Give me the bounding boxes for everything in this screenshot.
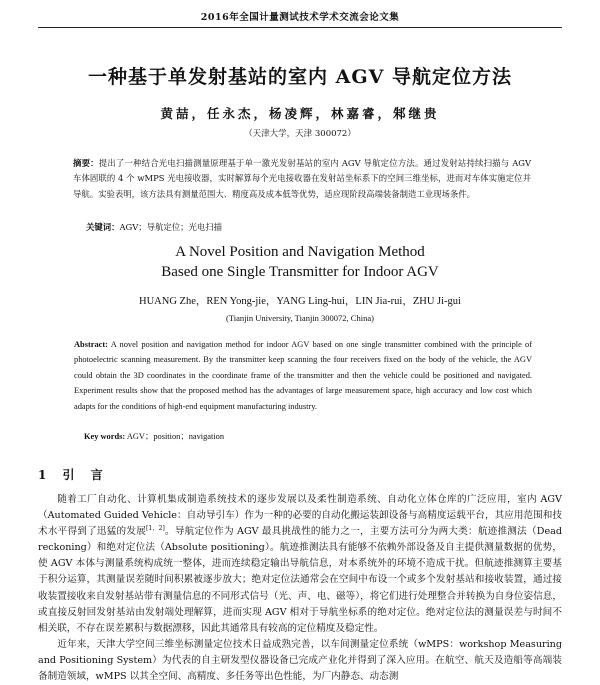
- chinese-authors: 黄喆，任永杰，杨凌辉，林嘉睿，邾继贵: [160, 106, 440, 121]
- chinese-keywords-label: 关键词：: [86, 222, 120, 232]
- english-authors: HUANG Zhe，REN Yong-jie，YANG Ling-hui，LIN Jia-rui，ZHU Ji-gui: [139, 296, 461, 307]
- introduction-body: [38, 492, 562, 685]
- chinese-keywords-text: AGV；导航定位；光电扫描: [119, 222, 223, 232]
- english-keywords-text: AGV；position；navigation: [126, 432, 225, 441]
- body-paragraph: 近年来，天津大学空间三维坐标测量定位技术日益成熟完善，以车间测量定位系统（wMPS：workshop Measuring and Positioning System）为代表的自主研发型仪器设备已完成产业化并得到了深入应用。在航空、航天及造船等高端装备制造领域，wMPS 以其全空间、高精度、多任务等出色性能，为厂内静态、动态测: [38, 638, 562, 683]
- english-abstract-text: A novel position and navigation method for indoor AGV based on one single transmitter combined with the principle of photoelectric scanning measurement. By the transmitter keep scanning the four receivers fixed on the body of the vehicle, the AGV could obtain the 3D coordinates in the coordinate frame of the transmitter and then the vehicle could be positioned and navigated. Experiment results show that the proposed method has the advantages of large measurement space, high accuracy and low cost which adapts for the conditions of high-end equipment manufacturing industry.: [74, 340, 532, 411]
- english-abstract: [74, 337, 532, 414]
- chinese-abstract: [73, 156, 531, 202]
- chinese-affiliation: （天津大学，天津 300072）: [244, 129, 356, 139]
- running-head: 2016年全国计量测试技术学术交流会论文集: [200, 12, 400, 23]
- english-affiliation: (Tianjin University, Tianjin 300072, China): [226, 313, 374, 323]
- chinese-abstract-text: 提出了一种结合光电扫描测量原理基于单一激光发射基站的室内 AGV 导航定位方法。通过发射站持续扫描与 AGV 车体固联的 4 个 wMPS 光电接收器，实时解算每个光电接收器在发射站坐标系下的空间三维坐标，进而对车体实施定位并导航。实验表明，该方法具有测量范围大、精度高及成本低等优势，适应现阶段高端装备制造工业现场条件。: [73, 158, 532, 199]
- english-title-line-1: A Novel Position and Navigation Method: [175, 244, 425, 260]
- header-rule: [38, 27, 562, 28]
- english-keywords-label: Key words:: [84, 432, 126, 441]
- english-title: [0, 242, 600, 282]
- paragraph-text: 随着工厂自动化、计算机集成制造系统技术的逐步发展以及柔性制造系统、自动化立体仓库的广泛应用，室内 AGV（Automated Guided Vehicle：自动导引车）作为一种的必要的自动化搬运装卸设备与高精度运载平台，其应用范围和技术水平得到了迅猛的发展: [38, 494, 562, 538]
- chinese-title: 一种基于单发射基站的室内 AGV 导航定位方法: [88, 66, 512, 88]
- english-title-line-2: Based one Single Transmitter for Indoor AGV: [161, 264, 439, 280]
- english-abstract-label: Abstract:: [74, 340, 108, 349]
- chinese-abstract-label: 摘要：: [73, 158, 99, 168]
- citation: [1，2]: [146, 525, 165, 532]
- body-paragraph: [38, 492, 562, 637]
- english-keywords: [84, 430, 224, 442]
- paragraph-text: 。导航定位作为 AGV 最具挑战性的能力之一，主要方法可分为两大类：航迹推测法（Dead reckoning）和绝对定位法（Absolute positioning）。航迹推测法具有能够不依赖外部设备及自主提供测量数据的优势，使 AGV 本体与测量系统构成统一整体，进而连续稳定输出导航信息，对本系统外的环境不造成干扰。但航迹推测算主要基于积分运算，其测量误差随时间积累被逐步放大；绝对定位法通常会在空间中布设一个或多个发射基站和接收装置，通过接收装置接收来自发射基站带有测量信息的不同形式信号（光、声、电、磁等），将它们进行处理整合并转换为自身位姿信息，或直接反射回发射基站由发射端处理解算，进而实现 AGV 相对于导航坐标系的绝对定位。绝对定位法的测量误差与时间不相关联，不存在误差累积与数据漂移，因此其通常具有较高的定位精度及稳定性。: [38, 526, 562, 634]
- section-heading-introduction: 1 引 言: [38, 468, 109, 482]
- chinese-keywords: [86, 221, 222, 233]
